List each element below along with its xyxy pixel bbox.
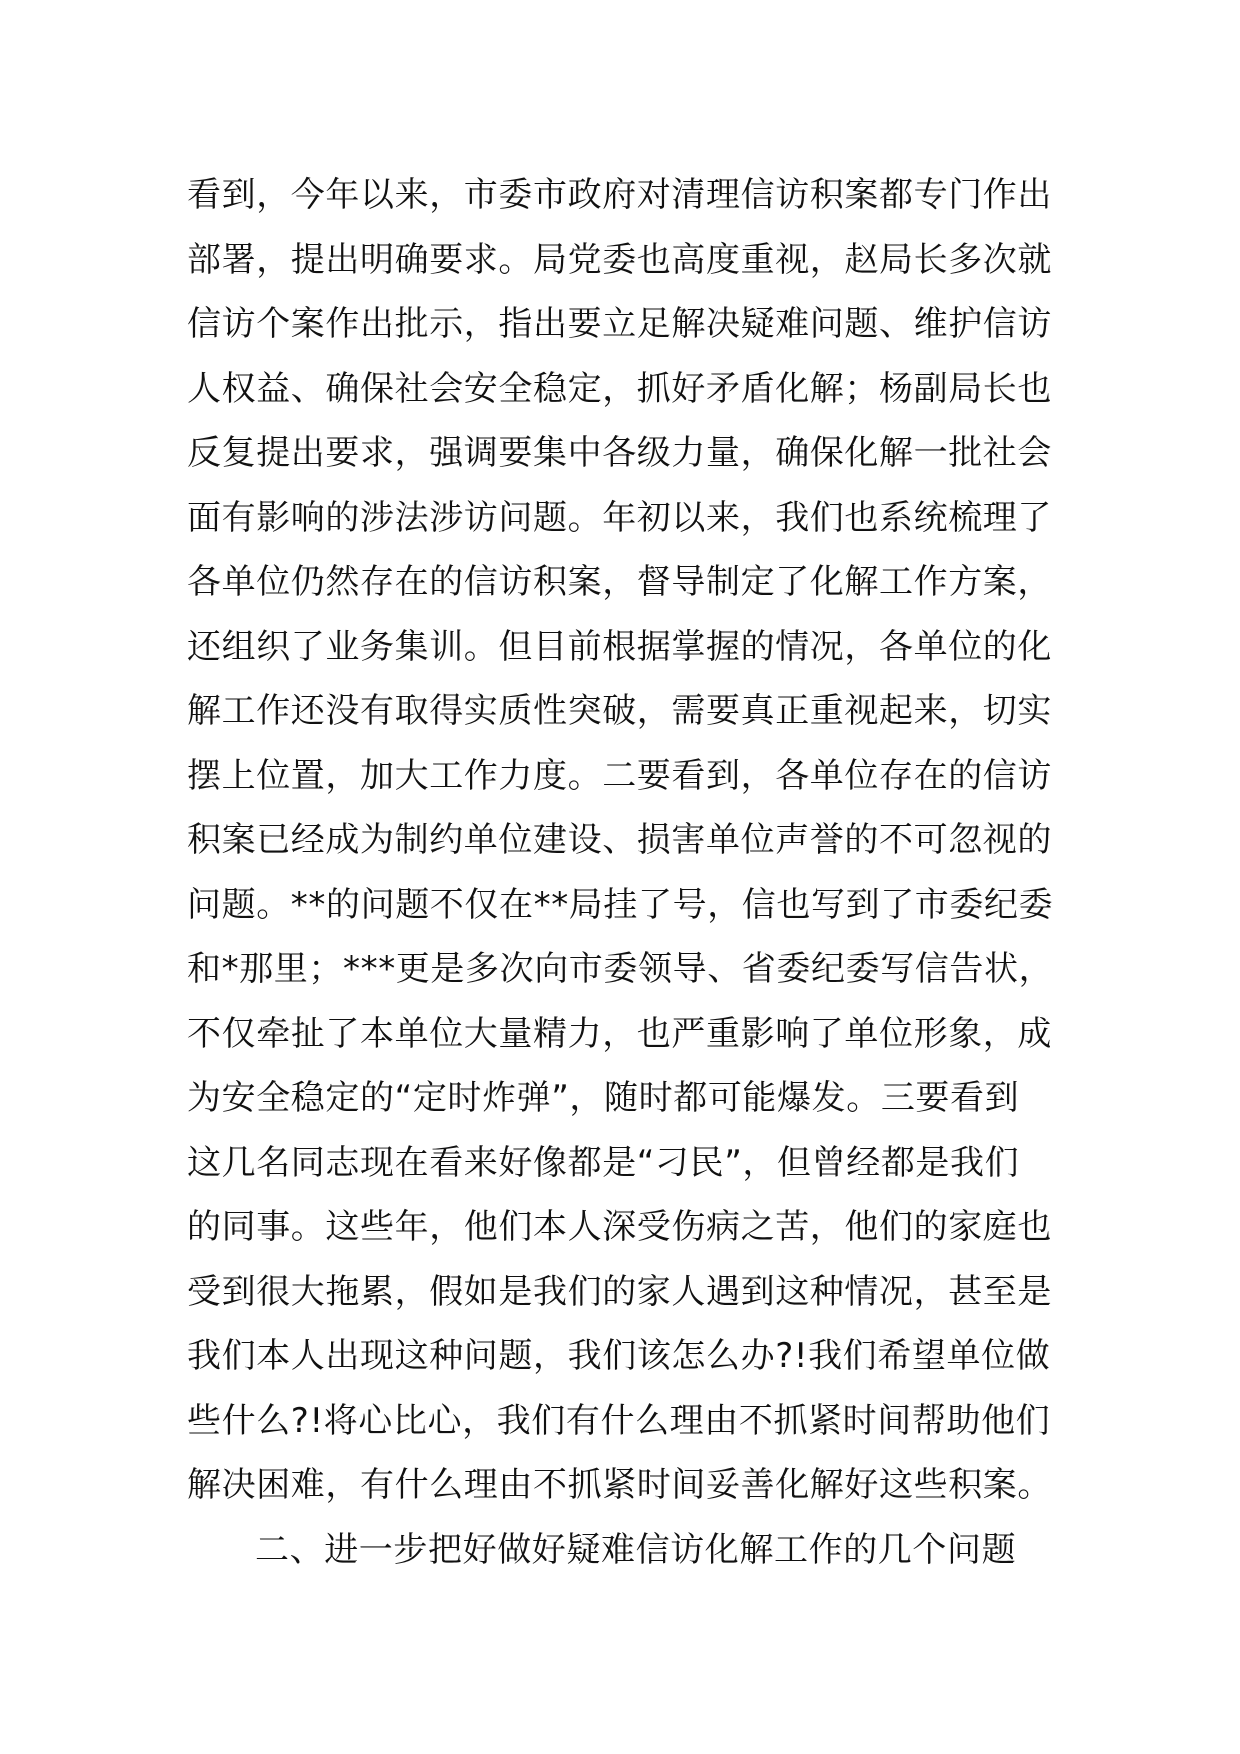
- body-text: [187, 163, 1067, 1582]
- text-line-15: 为安全稳定的“定时炸弹”，随时都可能爆发。三要看到: [187, 1078, 1020, 1118]
- text-line-1: 看到，今年以来，市委市政府对清理信访积案都专门作出: [187, 175, 1052, 215]
- text-line-19: 我们本人出现这种问题，我们该怎么办?!我们希望单位做: [187, 1336, 1051, 1376]
- text-line-8: 还组织了业务集训。但目前根据掌握的情况，各单位的化: [187, 626, 1052, 667]
- text-line-14: 不仅牵扯了本单位大量精力，也严重影响了单位形象，成: [187, 1013, 1052, 1054]
- text-line-4: 人权益、确保社会安全稳定，抓好矛盾化解；杨副局长也: [187, 368, 1052, 409]
- text-line-17: 的同事。这些年，他们本人深受伤病之苦，他们的家庭也: [187, 1207, 1052, 1247]
- text-line-2: 部署，提出明确要求。局党委也高度重视，赵局长多次就: [187, 239, 1052, 280]
- text-line-10: 摆上位置，加大工作力度。二要看到，各单位存在的信访: [187, 755, 1052, 796]
- text-line-5: 反复提出要求，强调要集中各级力量，确保化解一批社会: [187, 433, 1052, 473]
- text-line-12: 问题。**的问题不仅在**局挂了号，信也写到了市委纪委: [187, 884, 1054, 925]
- text-line-21: 解决困难，有什么理由不抓紧时间妥善化解好这些积案。: [187, 1465, 1052, 1505]
- text-line-18: 受到很大拖累，假如是我们的家人遇到这种情况，甚至是: [187, 1271, 1052, 1312]
- text-line-7: 各单位仍然存在的信访积案，督导制定了化解工作方案，: [187, 562, 1052, 602]
- text-line-13: 和*那里；***更是多次向市委领导、省委纪委写信告状，: [187, 949, 1054, 989]
- section-heading: 二、进一步把好做好疑难信访化解工作的几个问题: [255, 1529, 1017, 1570]
- text-line-6: 面有影响的涉法涉访问题。年初以来，我们也系统梳理了: [187, 497, 1052, 538]
- text-line-16: 这几名同志现在看来好像都是“刁民”，但曾经都是我们: [187, 1142, 1020, 1183]
- text-line-9: 解工作还没有取得实质性突破，需要真正重视起来，切实: [187, 691, 1052, 731]
- text-line-20: 些什么?!将心比心，我们有什么理由不抓紧时间帮助他们: [187, 1400, 1051, 1441]
- text-line-3: 信访个案作出批示，指出要立足解决疑难问题、维护信访: [187, 304, 1052, 344]
- text-line-11: 积案已经成为制约单位建设、损害单位声誉的不可忽视的: [187, 820, 1052, 860]
